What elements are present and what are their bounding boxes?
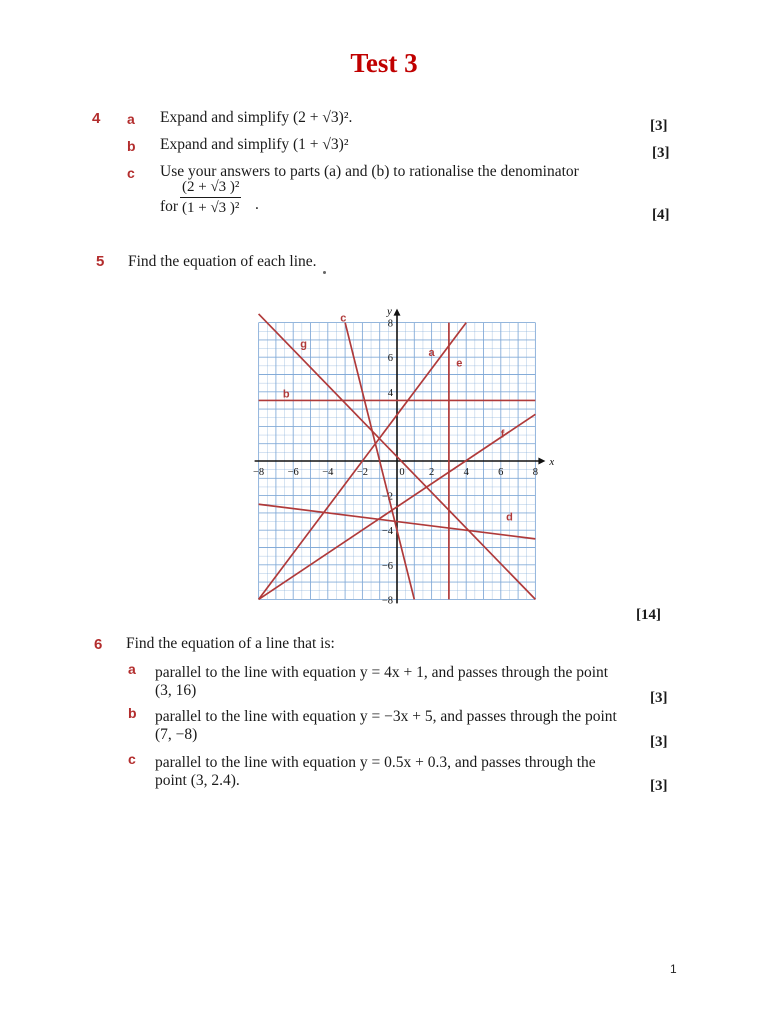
q6-part-b-line2: (7, −8) [155, 726, 198, 743]
axes [255, 309, 546, 607]
line-label-b: b [282, 388, 290, 401]
x-axis-label: x [549, 456, 554, 468]
y-tick-label: 8 [387, 318, 393, 330]
y-tick-label: −6 [381, 560, 393, 572]
q4-part-c-marks: [4] [652, 207, 670, 223]
fraction-numerator: (2 + √3 )² [180, 178, 241, 198]
q5-marks: [14] [636, 607, 661, 623]
y-tick-label: −2 [381, 491, 393, 503]
x-tick-label: −6 [287, 467, 299, 478]
y-tick-label: −4 [381, 526, 393, 538]
x-tick-label: −4 [322, 467, 334, 478]
q4-part-b-marks: [3] [652, 145, 670, 161]
q6-part-c-line1: parallel to the line with equation y = 0.5x + 0.3, and passes through the [155, 754, 596, 771]
x-tick-label: −2 [356, 467, 368, 478]
x-axis-arrow [538, 458, 545, 465]
question-6-number: 6 [94, 636, 103, 653]
y-tick-label: −8 [381, 595, 393, 607]
q4-part-c-fraction [180, 178, 241, 218]
q6-part-c-label: c [128, 751, 136, 767]
q6-part-b-line1: parallel to the line with equation y = −3x + 5, and passes through the point [155, 708, 617, 725]
stray-dot [323, 271, 326, 274]
page-number: 1 [670, 962, 677, 976]
line-label-g: g [300, 338, 307, 351]
page-title: Test 3 [350, 48, 418, 78]
y-axis-arrow [394, 309, 401, 316]
q4-part-c-period: . [255, 196, 259, 213]
x-tick-label: 4 [463, 467, 469, 478]
line-label-d: d [506, 511, 513, 524]
x-tick-label: 8 [532, 467, 539, 478]
q6-part-c-line2: point (3, 2.4). [155, 772, 240, 789]
line-label-e: e [456, 357, 463, 370]
tick-labels [253, 306, 554, 607]
q4-part-b-text: Expand and simplify (1 + √3)² [160, 136, 349, 153]
question-4-number: 4 [92, 110, 101, 127]
line-label-f: f [500, 428, 505, 441]
q4-part-a-marks: [3] [650, 118, 668, 134]
q6-part-b-marks: [3] [650, 734, 668, 750]
q6-part-b-label: b [128, 705, 137, 721]
fraction-denominator: (1 + √3 )² [182, 200, 240, 216]
y-tick-label: 4 [387, 387, 393, 399]
q4-part-c-label: c [127, 165, 135, 181]
q5-text: Find the equation of each line. [128, 253, 317, 270]
q4-part-b-label: b [127, 138, 136, 154]
q6-part-a-label: a [128, 661, 136, 677]
q6-part-a-line2: (3, 16) [155, 682, 197, 699]
y-tick-label: 6 [387, 353, 393, 365]
question-5-number: 5 [96, 253, 105, 270]
q6-part-a-marks: [3] [650, 690, 668, 706]
y-axis-label: y [387, 305, 392, 318]
q4-part-a-label: a [127, 111, 135, 127]
line-label-a: a [428, 347, 435, 360]
x-tick-label: 0 [399, 467, 405, 478]
q6-part-a-line1: parallel to the line with equation y = 4x + 1, and passes through the point [155, 664, 609, 681]
q6-part-c-marks: [3] [650, 778, 668, 794]
x-tick-label: 6 [498, 467, 504, 478]
line-label-c: c [340, 312, 347, 325]
q4-part-c-for: for [160, 198, 179, 215]
q4-part-c-text: Use your answers to parts (a) and (b) to rationalise the denominator [160, 163, 579, 180]
x-tick-label: −8 [253, 467, 265, 478]
q6-text: Find the equation of a line that is: [126, 635, 335, 652]
x-tick-label: 2 [428, 467, 435, 478]
q4-part-a-text: Expand and simplify (2 + √3)². [160, 109, 353, 126]
coordinate-graph [244, 282, 554, 610]
